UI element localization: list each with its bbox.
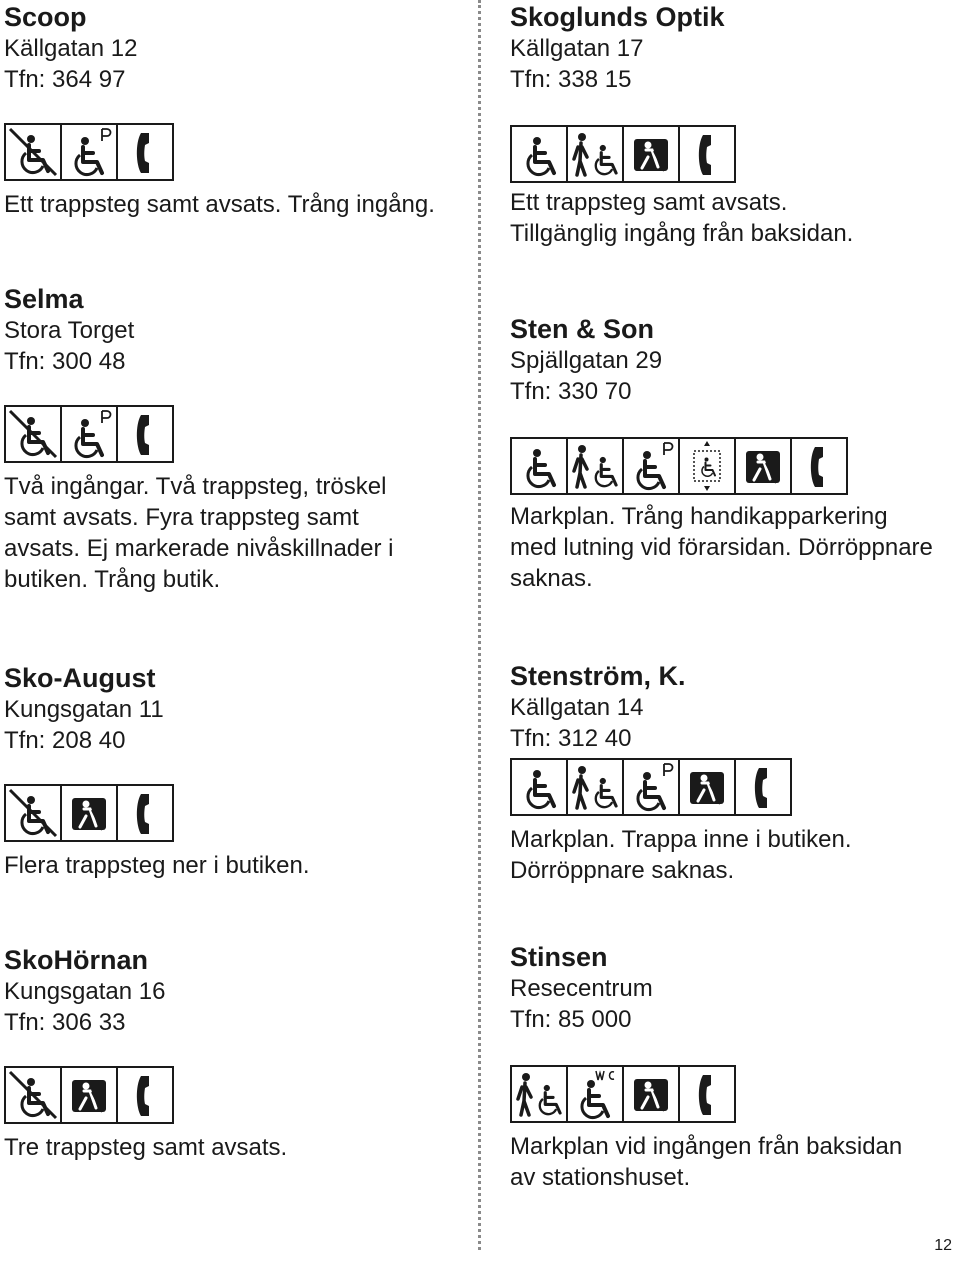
wheelchair-icon (510, 125, 568, 183)
visually-impaired-icon (734, 437, 792, 495)
accessibility-icons (4, 123, 466, 181)
shop-address: Källgatan 14 (510, 694, 644, 721)
entry-scoop (4, 1, 466, 220)
no-wheelchair-icon (4, 1066, 62, 1124)
page-number: 12 (934, 1237, 952, 1254)
wheelchair-wc-icon (566, 1065, 624, 1123)
phone-icon (734, 758, 792, 816)
column-divider (478, 0, 481, 1250)
shop-description: Markplan. Trappa inne i butiken. Dörröppnare saknas. (510, 826, 852, 884)
wheelchair-parking-icon (60, 405, 118, 463)
visually-impaired-icon (622, 125, 680, 183)
wheelchair-parking-icon (60, 123, 118, 181)
wheelchair-icon (510, 758, 568, 816)
shop-address: Källgatan 12 (4, 35, 138, 62)
shop-name: Stenström, K. (510, 661, 686, 691)
shop-address: Stora Torget (4, 317, 135, 344)
shop-name: Scoop (4, 2, 87, 32)
no-wheelchair-icon (4, 405, 62, 463)
shop-name: Stinsen (510, 942, 608, 972)
shop-name: Sten & Son (510, 314, 655, 344)
shop-phone: Tfn: 208 40 (4, 727, 126, 754)
shop-name: SkoHörnan (4, 945, 149, 975)
shop-address: Resecentrum (510, 975, 653, 1002)
shop-address: Kungsgatan 16 (4, 978, 166, 1005)
accessibility-icons (4, 784, 466, 842)
walker-wheelchair-icon (510, 1065, 568, 1123)
accessibility-icons (510, 1065, 956, 1123)
shop-phone: Tfn: 330 70 (510, 378, 632, 405)
wheelchair-parking-icon (622, 437, 680, 495)
shop-description: Ett trappsteg samt avsats. Tillgänglig ingång från baksidan. (510, 189, 854, 247)
shop-description: Markplan vid ingången från baksidan av stationshuset. (510, 1133, 903, 1191)
phone-icon (678, 125, 736, 183)
entry-skoglunds-optik (510, 1, 956, 249)
shop-description: Flera trappsteg ner i butiken. (4, 852, 310, 879)
walker-wheelchair-icon (566, 125, 624, 183)
phone-icon (678, 1065, 736, 1123)
shop-phone: Tfn: 338 15 (510, 66, 632, 93)
walker-wheelchair-icon (566, 437, 624, 495)
shop-phone: Tfn: 85 000 (510, 1006, 632, 1033)
shop-phone: Tfn: 306 33 (4, 1009, 126, 1036)
phone-icon (790, 437, 848, 495)
phone-icon (116, 1066, 174, 1124)
entry-selma (4, 283, 466, 595)
shop-description: Tre trappsteg samt avsats. (4, 1134, 288, 1161)
wheelchair-parking-icon (622, 758, 680, 816)
entry-stinsen (510, 941, 956, 1193)
shop-description: Ett trappsteg samt avsats. Trång ingång. (4, 191, 435, 218)
entry-sten-och-son (510, 313, 956, 594)
shop-description: Två ingångar. Två trappsteg, tröskel samt avsats. Fyra trappsteg samt avsats. Ej markerade nivåskillnader i butiken. Trång butik. (4, 473, 394, 593)
visually-impaired-icon (60, 1066, 118, 1124)
shop-name: Skoglunds Optik (510, 2, 725, 32)
accessibility-icons (4, 405, 466, 463)
entry-sko-august (4, 662, 466, 881)
phone-icon (116, 784, 174, 842)
entry-skohornan (4, 944, 466, 1163)
no-wheelchair-icon (4, 123, 62, 181)
accessibility-icons (510, 758, 956, 816)
entry-stenstrom-k (510, 660, 956, 886)
shop-name: Selma (4, 284, 84, 314)
shop-phone: Tfn: 312 40 (510, 725, 632, 752)
shop-phone: Tfn: 364 97 (4, 66, 126, 93)
accessibility-icons (510, 437, 956, 495)
accessibility-icons (4, 1066, 466, 1124)
visually-impaired-icon (60, 784, 118, 842)
phone-icon (116, 123, 174, 181)
shop-address: Kungsgatan 11 (4, 696, 164, 723)
shop-name: Sko-August (4, 663, 156, 693)
shop-phone: Tfn: 300 48 (4, 348, 126, 375)
no-wheelchair-icon (4, 784, 62, 842)
shop-description: Markplan. Trång handikapparkering med lutning vid förarsidan. Dörröppnare saknas. (510, 503, 933, 592)
walker-wheelchair-icon (566, 758, 624, 816)
wheelchair-icon (510, 437, 568, 495)
shop-address: Spjällgatan 29 (510, 347, 663, 374)
visually-impaired-icon (622, 1065, 680, 1123)
elevator-icon (678, 437, 736, 495)
visually-impaired-icon (678, 758, 736, 816)
accessibility-icons (510, 125, 956, 183)
phone-icon (116, 405, 174, 463)
shop-address: Källgatan 17 (510, 35, 644, 62)
